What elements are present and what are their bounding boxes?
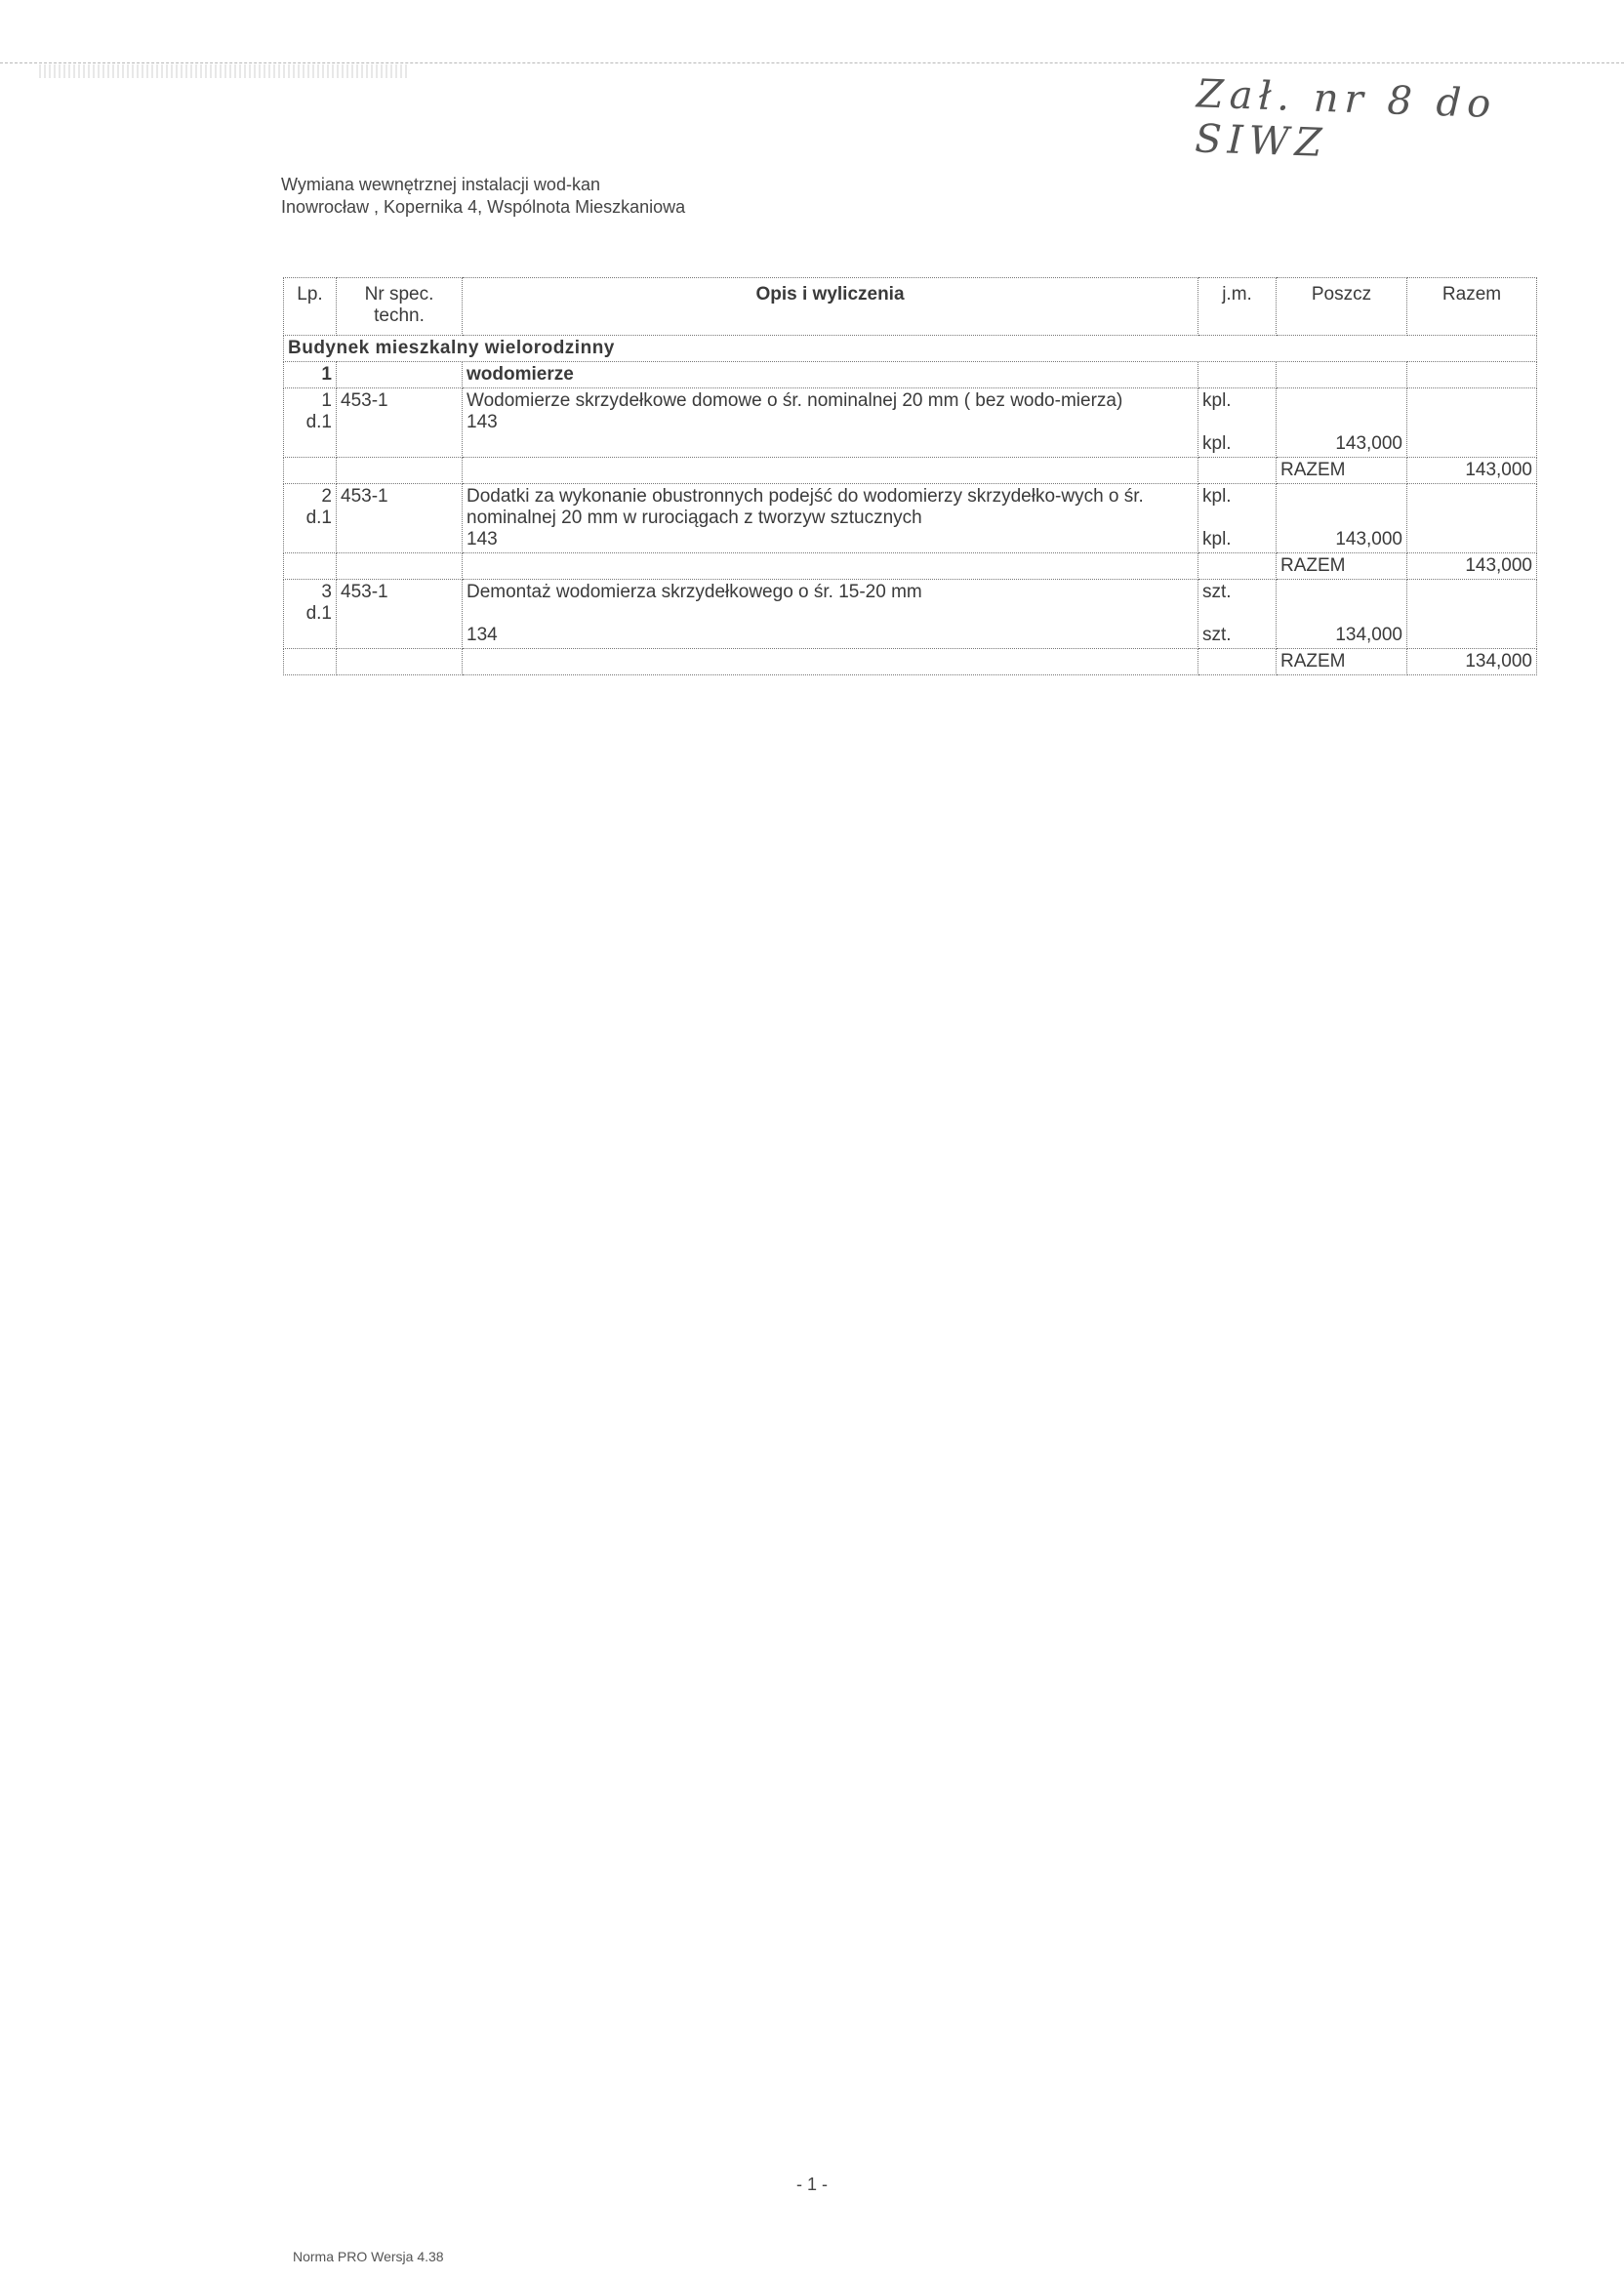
empty-cell — [463, 458, 1198, 484]
item-lp-cell — [284, 580, 337, 649]
scan-noise — [39, 64, 410, 78]
item-jm-cell — [1198, 484, 1277, 553]
razem-row — [284, 649, 1537, 675]
item-jm-cell — [1198, 388, 1277, 458]
empty-cell — [463, 649, 1198, 675]
col-nr-spec: Nr spec. techn. — [337, 278, 463, 336]
item-jm-calc: kpl. — [1202, 433, 1232, 454]
item-jm-calc: kpl. — [1202, 529, 1232, 549]
item-poszcz: 143,000 — [1335, 433, 1402, 454]
handwritten-annotation: Zał. nr 8 do SIWZ — [1194, 71, 1498, 167]
razem-label: RAZEM — [1277, 553, 1407, 580]
empty-cell — [284, 458, 337, 484]
item-jm-cell — [1198, 580, 1277, 649]
item-lp: 3 — [321, 582, 332, 602]
item-spec: 453-1 — [337, 388, 463, 458]
table-row — [284, 580, 1537, 649]
cost-estimate-table — [283, 277, 1537, 675]
empty-cell — [1198, 362, 1277, 388]
razem-value: 143,000 — [1407, 458, 1537, 484]
item-lp-sub: d.1 — [305, 603, 332, 624]
empty-cell — [337, 458, 463, 484]
item-jm-calc: szt. — [1202, 625, 1232, 645]
item-jm: kpl. — [1202, 390, 1232, 411]
section-row — [284, 336, 1537, 362]
empty-cell — [284, 553, 337, 580]
table-header-row — [284, 278, 1537, 336]
subsection-lp: 1 — [284, 362, 337, 388]
empty-cell — [337, 362, 463, 388]
item-spec: 453-1 — [337, 580, 463, 649]
item-poszcz: 134,000 — [1335, 625, 1402, 645]
item-desc-cell — [463, 580, 1198, 649]
item-poszcz-cell — [1277, 580, 1407, 649]
project-location: Inowrocław , Kopernika 4, Wspólnota Mieszkaniowa — [281, 197, 686, 217]
col-poszcz: Poszcz — [1277, 278, 1407, 336]
razem-row — [284, 458, 1537, 484]
item-lp-cell — [284, 388, 337, 458]
empty-cell — [1198, 553, 1277, 580]
item-poszcz-cell — [1277, 388, 1407, 458]
empty-cell — [1407, 362, 1537, 388]
item-desc-cell — [463, 484, 1198, 553]
col-lp: Lp. — [284, 278, 337, 336]
item-lp: 1 — [321, 390, 332, 411]
item-lp-sub: d.1 — [305, 412, 332, 432]
item-spec: 453-1 — [337, 484, 463, 553]
razem-value: 134,000 — [1407, 649, 1537, 675]
table-row — [284, 484, 1537, 553]
page-number: - 1 - — [795, 2175, 828, 2194]
col-jm: j.m. — [1198, 278, 1277, 336]
item-lp: 2 — [321, 486, 332, 507]
empty-cell — [1407, 580, 1537, 649]
empty-cell — [1198, 458, 1277, 484]
item-desc: Demontaż wodomierza skrzydełkowego o śr. 15-20 mm — [467, 582, 922, 602]
empty-cell — [284, 649, 337, 675]
section-title: Budynek mieszkalny wielorodzinny — [284, 336, 1537, 362]
item-jm: kpl. — [1202, 486, 1232, 507]
item-poszcz: 143,000 — [1335, 529, 1402, 549]
scan-border-line — [0, 62, 1624, 63]
subsection-row — [284, 362, 1537, 388]
item-desc: Dodatki za wykonanie obustronnych podejść do wodomierzy skrzydełko-wych o śr. nominalnej 20 mm w rurociągach z tworzyw sztucznych — [467, 486, 1144, 528]
razem-label: RAZEM — [1277, 458, 1407, 484]
razem-label: RAZEM — [1277, 649, 1407, 675]
empty-cell — [337, 649, 463, 675]
item-lp-sub: d.1 — [305, 508, 332, 528]
item-desc: Wodomierze skrzydełkowe domowe o śr. nominalnej 20 mm ( bez wodo-mierza) — [467, 390, 1123, 411]
item-lp-cell — [284, 484, 337, 553]
razem-value: 143,000 — [1407, 553, 1537, 580]
table-row — [284, 388, 1537, 458]
footer-software-version: Norma PRO Wersja 4.38 — [293, 2249, 444, 2264]
item-calc: 143 — [467, 412, 498, 432]
subsection-name: wodomierze — [463, 362, 1198, 388]
item-calc: 143 — [467, 529, 498, 549]
empty-cell — [1277, 362, 1407, 388]
empty-cell — [463, 553, 1198, 580]
empty-cell — [1407, 484, 1537, 553]
project-title: Wymiana wewnętrznej instalacji wod-kan — [281, 175, 600, 194]
empty-cell — [337, 553, 463, 580]
item-poszcz-cell — [1277, 484, 1407, 553]
col-opis: Opis i wyliczenia — [463, 278, 1198, 336]
document-header — [281, 174, 685, 219]
col-razem: Razem — [1407, 278, 1537, 336]
item-jm: szt. — [1202, 582, 1232, 602]
item-desc-cell — [463, 388, 1198, 458]
empty-cell — [1198, 649, 1277, 675]
empty-cell — [1407, 388, 1537, 458]
item-calc: 134 — [467, 625, 498, 645]
razem-row — [284, 553, 1537, 580]
